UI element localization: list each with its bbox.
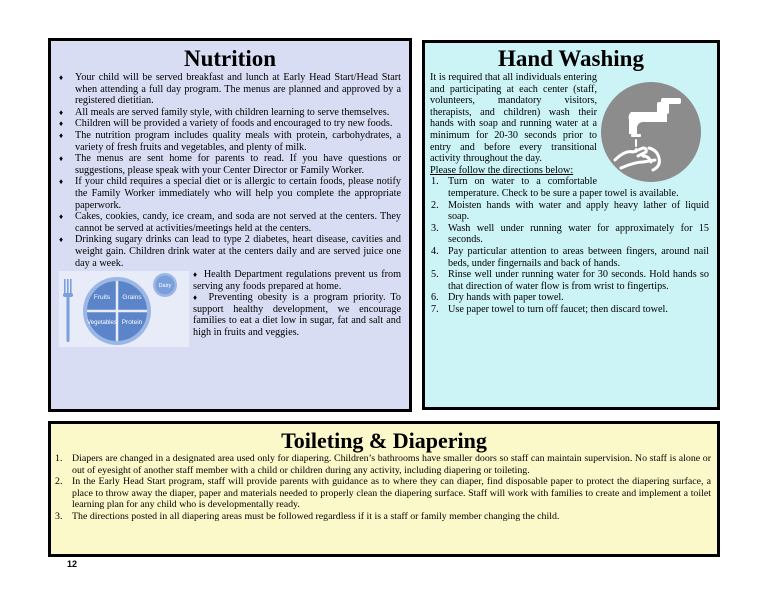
page-number: 12 — [67, 559, 78, 569]
diamond-bullet-icon: ♦ — [59, 154, 64, 164]
diamond-bullet-icon: ♦ — [59, 212, 64, 222]
plate-label-protein: Protein — [121, 319, 143, 327]
nutrition-title: Nutrition — [184, 46, 276, 71]
nutrition-item: ♦ The menus are sent home for parents to read. If you have questions or suggestions, please speak with your Center Director or Family Worker. — [59, 153, 401, 176]
hand-washing-steps — [425, 176, 717, 315]
toileting-panel — [48, 421, 720, 557]
plate-label-vegetables: Vegetables — [87, 320, 117, 327]
myplate-icon — [59, 271, 189, 347]
hand-washing-intro: It is required that all individuals entering and participating at each center (staff, volunteers, mandatory visitors, therapists, and children) wash their hands with soap and running water at a minimum for 20-30 seconds prior to entry and before every transitional activity throughout the day. — [430, 72, 597, 165]
diamond-bullet-icon: ♦ — [193, 293, 209, 303]
nutrition-paragraph: ♦ Preventing obesity is a program priority. To support healthy development, we encourage families to eat a diet low in sugar, fat and salt and high in fruits and veggies. — [193, 292, 401, 339]
diamond-bullet-icon: ♦ — [59, 130, 64, 140]
hand-washing-step: 7. Use paper towel to turn off faucet; then discard towel. — [431, 303, 668, 315]
nutrition-item: ♦ All meals are served family style, with children learning to serve themselves. — [59, 106, 390, 118]
diamond-bullet-icon: ♦ — [59, 119, 64, 129]
hand-washing-step: 5. Rinse well under running water for 30 seconds. Hold hands so that direction of water flow is from wrist to fingertips. — [431, 269, 709, 292]
diamond-bullet-icon: ♦ — [59, 235, 64, 245]
toileting-steps — [51, 453, 717, 522]
nutrition-item: ♦ Drinking sugary drinks can lead to type 2 diabetes, heart disease, cavities and weight gain. Children drink water at the centers daily and are served juice one day a week. — [59, 234, 401, 269]
plate-label-grains: Grains — [122, 294, 142, 302]
hand-washing-step: 2. Moisten hands with water and apply heavy lather of liquid soap. — [431, 199, 709, 223]
diamond-bullet-icon: ♦ — [193, 270, 204, 280]
plate-label-fruits: Fruits — [93, 294, 111, 302]
nutrition-item: ♦ Children will be provided a variety of foods and encouraged to try new foods. — [59, 118, 393, 130]
nutrition-item: ♦ If your child requires a special diet or is allergic to certain foods, please notify the Family Worker immediately who will help you complete the appropriate paperwork. — [59, 176, 401, 211]
diamond-bullet-icon: ♦ — [59, 73, 64, 82]
nutrition-list — [51, 72, 409, 269]
hand-washing-step: 6. Dry hands with paper towel. — [431, 292, 564, 304]
plate-label-dairy: Dairy — [158, 283, 172, 290]
diamond-bullet-icon: ♦ — [59, 107, 64, 117]
hand-washing-step: 1. Turn on water to a comfortable temperature. Check to be sure a paper towel is available. — [431, 176, 679, 199]
nutrition-paragraph: ♦ Health Department regulations prevent us from serving any foods prepared at home. — [193, 269, 401, 292]
toileting-step: 2. In the Early Head Start program, staff will provide parents with guidance as to where they can diaper, find disposable paper to protect the diapering surface, a place to throw away the diaper, paper and materials needed to properly clean the diapering surface. Staff will work with families to create and implement a toilet learning plan for any child who is developmentally ready. — [55, 476, 711, 510]
hand-washing-step: 4. Pay particular attention to areas between fingers, around nail beds, under fingernails and back of hands. — [431, 245, 709, 269]
toileting-step: 3. The directions posted in all diapering areas must be followed regardless if it is a staff or family member changing the child. — [55, 510, 560, 522]
nutrition-panel — [48, 38, 412, 412]
hand-washing-icon — [601, 82, 701, 182]
toileting-title: Toileting & Diapering — [281, 428, 487, 453]
toileting-step: 1. Diapers are changed in a designated area used only for diapering. Children’s bathrooms have smaller doors so staff can maintain supervision. No staff is alone or out of eyesight of another staff member with a child or children during any activity, including diapering or toileting. — [55, 453, 711, 476]
nutrition-item: ♦ Your child will be served breakfast and lunch at Early Head Start/Head Start when attending a full day program. The menus are planned and approved by a registered dietitian. — [59, 72, 401, 107]
nutrition-item: ♦ The nutrition program includes quality meals with protein, carbohydrates, a variety of fresh fruits and vegetables, and plenty of milk. — [59, 129, 401, 153]
directions-label: Please follow the directions below: — [430, 164, 574, 176]
hand-washing-panel — [422, 40, 720, 410]
diamond-bullet-icon: ♦ — [59, 177, 64, 187]
nutrition-item: ♦ Cakes, cookies, candy, ice cream, and soda are not served at the centers. They cannot be served at activities/meetings held at the centers. — [59, 211, 401, 234]
hand-washing-step: 3. Wash well under running water for approximately for 15 seconds. — [431, 222, 709, 246]
hand-washing-title: Hand Washing — [498, 46, 644, 71]
